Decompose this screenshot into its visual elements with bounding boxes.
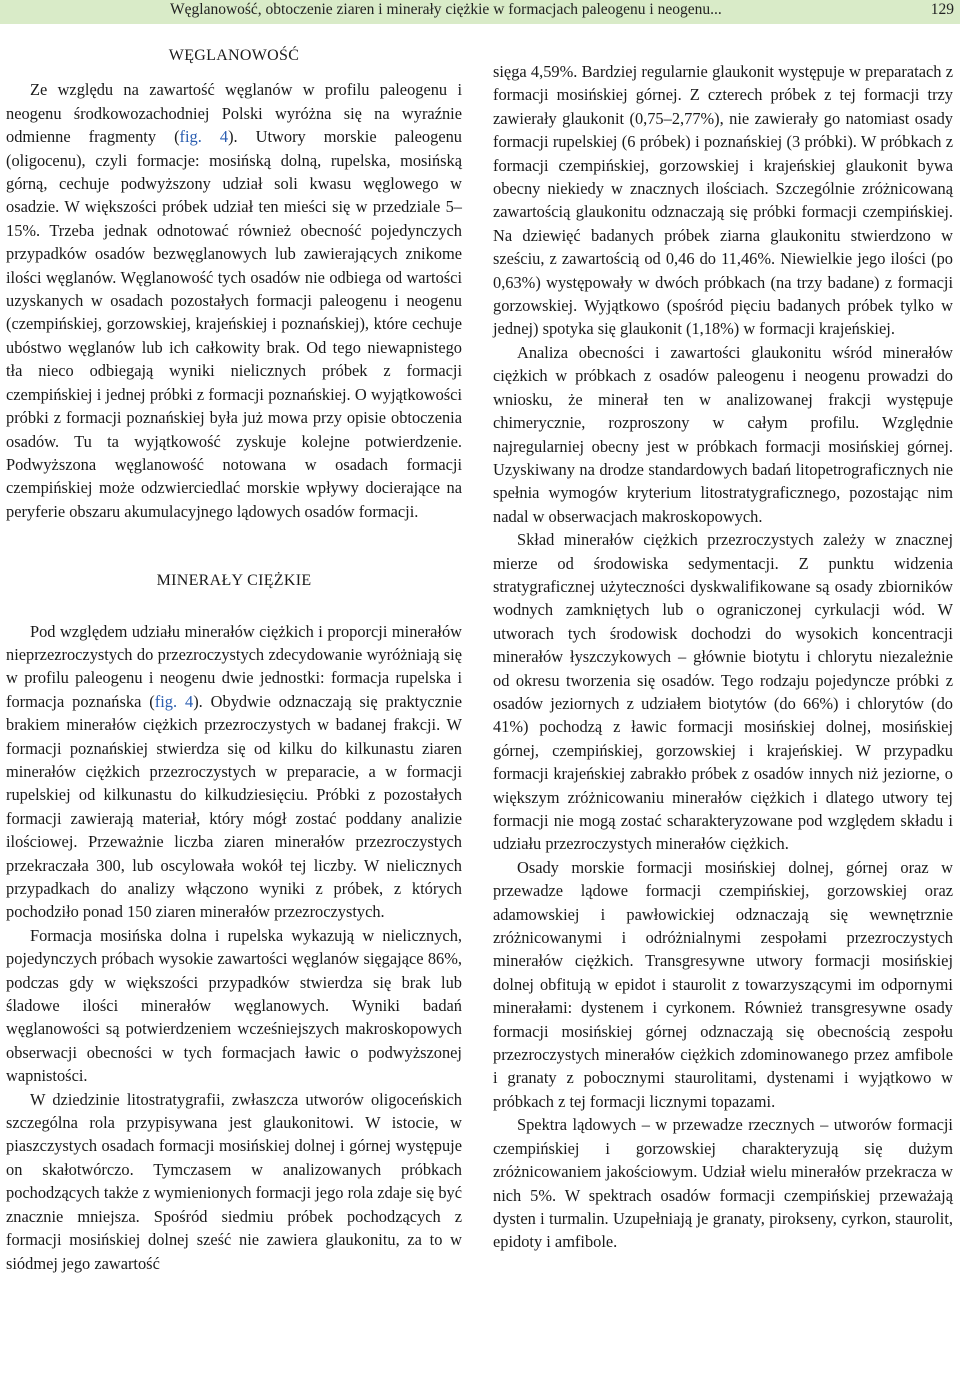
page-number: 129 xyxy=(930,1,954,18)
paragraph: W dziedzinie litostratygrafii, zwłaszcza utworów oligoceńskich szczególna rola przypisywana jest glaukonitowi. W istocie, w piaszczystych osadach formacji mosińskiej dolnej i górnej występuje on skałotwórczo. Tymczasem w analizowanych próbkach pochodzących także z wymienionych formacji jego rola zdaje się być znacznie mniejsza. Spośród siedmiu próbek pochodzących z formacji mosińskiej dolnej sześć nie zawiera glaukonitu, za to w siódmej jego zawartość xyxy=(6,1089,462,1273)
right-column xyxy=(493,60,953,1254)
figure-link[interactable]: fig. 4 xyxy=(179,127,229,147)
paragraph: sięga 4,59%. Bardziej regularnie glaukonit występuje w preparatach z formacji mosińskiej górnej. Z czterech próbek z tej formacji trzy zawierały glaukonit (0,75–2,77%), nie zawierały go natomiast osady formacji rupelskiej (6 próbek) i poznańskiej (3 próbki). W próbkach z formacji czempińskiej, gorzowskiej i krajeńskiej glaukonit bywa obecny niekiedy w znacznych ilościach. Szczególnie zróżnicowaną zawartością glaukonitu odznaczają się próbki formacji czempińskiej. Na dziewięć badanych próbek ziarna glaukonitu stwierdzono w sześciu, z zawartością od 0,46 do 11,46%. Niewielkie jego ilości (po 0,63%) występowały w dwóch próbkach (na trzy badane) z formacji gorzowskiej. Wyjątkowo (spośród pięciu badanych próbek tylko w jednej) spotyka się glaukonit (1,18%) w formacji krajeńskiej. xyxy=(493,62,953,339)
paragraph: Analiza obecności i zawartości glaukonitu wśród minerałów ciężkich w próbkach z osadów paleogenu i neogenu prowadzi do wniosku, że minerał ten w analizowanej frakcji występuje chimerycznie, rozproszony w całym profilu. Względnie najregularniej obecny jest w próbkach formacji mosińskiej górnej. Uzyskiwany na drodze standardowych badań litopetrograficznych nie spełnia wymogów kryterium litostratygraficznego, pozostając nim nadal w obserwacjach makroskopowych. xyxy=(493,342,953,526)
paragraph-text: Ze względu na zawartość węglanów w profilu paleogenu i neogenu środkowozachodniej Polski wyróżna się na wyraźnie odmienne fragmenty ( xyxy=(6,80,462,147)
paragraph xyxy=(6,620,462,924)
paragraph: Formacja mosińska dolna i rupelska wykazują w nielicznych, pojedynczych próbach wysokie zawartości węglanów sięgające 86%, podczas gdy w większości przypadków stwierdza się brak lub śladowe ilości minerałów węglanowych. Wyniki badań węglanowości są potwierdzeniem wcześniejszych makroskopowych obserwacji obecności w tych formacjach ławic o podwyższonej wapnistości. xyxy=(6,925,462,1086)
running-header-title: Węglanowość, obtoczenie ziaren i minerały ciężkie w formacjach paleogenu i neogenu... xyxy=(170,1,722,18)
section-heading-heavy-minerals: MINERAŁY CIĘŻKIE xyxy=(156,572,312,590)
paragraph: Osady morskie formacji mosińskiej dolnej, górnej oraz w przewadze lądowe formacji czempińskiej, gorzowskiej oraz adamowskiej i pawłowickiej odznaczają się wewnętrznie zróżnicowanymi i odróżnialnymi zespołami przezroczystych minerałów ciężkich. Transgresywne utwory formacji mosińskiej dolnej obfitują w epidot i staurolit z towarzyszącymi im odpornymi minerałami: dystenem i cyrkonem. Również transgresywne osady formacji mosińskiej górnej odznaczają się obecnością zespołu przezroczystych minerałów ciężkich zdominowanego przez amfibole i granaty z pobocznymi staurolitami, dystenami i wyjątkowo w próbkach z tej formacji licznymi topazami. xyxy=(493,857,953,1111)
paragraph-text: ). Obydwie odznaczają się praktycznie brakiem minerałów ciężkich przezroczystych w badanej frakcji. W formacji poznańskiej stwierdza się od kilku do kilkunastu ziaren minerałów ciężkich przezroczystych w preparacie, a w formacji rupelskiej od kilkunastu do kilkudziesięciu. Próbki z pozostałych formacji zawierają materiał, który mógł zostać poddany analizie ilościowej. Przeważnie liczba ziaren minerałów przezroczystych przekraczała 300, lub oscylowała wokół tej liczby. W nielicznych przypadkach do analizy włączono wyniki z próbek, z których pochodziło ponad 150 ziaren minerałów przezroczystych. xyxy=(6,691,462,922)
running-header xyxy=(0,0,960,24)
section-heading-carbonate: WĘGLANOWOŚĆ xyxy=(168,47,300,64)
paragraph-text: ). Utwory morskie paleogenu (oligocenu), czyli formacje: mosińską dolną, rupelska, mosińską górną, cechuje podwyższony udział soli kwasu węglowego w osadzie. W większości próbek udział ten mieści się w przedziale 5–15%. Trzeba jednak odnotować również obecność pojedynczych przypadków osadów bezwęglanowych lub zawierających znikome ilości węglanów. Węglanowość tych osadów nie odbiega od wartości uzyskanych w osadach pozostałych formacji paleogenu i neogenu (czempińskiej, gorzowskiej, krajeńskiej i poznańskiej), które cechuje ubóstwo węglanów lub ich całkowity brak. Od tego niewapnistego tła nieco odbiegają wyniki nielicznych próbek z formacji czempińskiej i jednej próbki z formacji poznańskiej. O wyjątkowości próbki z formacji poznańskiej była już mowa przy opisie obtoczenia osadów. Tu ta wyjątkowość zyskuje kolejne potwierdzenie. Podwyższona węglanowość notowana w osadach formacji czempińskiej może odzwierciedlać morskie wpływy docierające na peryferie obszaru akumulacyjnego lądowych osadów formacji. xyxy=(6,127,462,521)
figure-link[interactable]: fig. 4 xyxy=(154,691,194,711)
paragraph xyxy=(6,78,462,523)
paragraph: Skład minerałów ciężkich przezroczystych zależy w znacznej mierze od środowiska sedymentacji. Z punktu widzenia stratygraficznej użyteczności dyskwalifikowane są osady zbiorników wodnych zamkniętych lub o ograniczonej cyrkulacji wód. W utworach tych środowisk dochodzi do wysokich koncentracji minerałów łyszczykowych – głównie biotytu i chlorytu niezależnie od okresu tworzenia się osadów. Tego rodzaju pojedyncze próbki z osadów jeziornych z udziałem biotytów (do 66%) i chlorytów (do 41%) pochodzą z ławic formacji mosińskiej dolnej, mosińskiej górnej, czempińskiej, gorzowskiej i krajeńskiej. W przypadku formacji krajeńskiej zabrakło próbek z osadów innych niż jeziorne, o większym zróżnicowaniu minerałów ciężkich i dlatego utwory tej formacji nie mogą zostać scharakteryzowane pod względem składu i udziału przezroczystych minerałów ciężkich. xyxy=(493,530,953,854)
left-column xyxy=(6,40,462,1275)
paragraph: Spektra lądowych – w przewadze rzecznych – utworów formacji czempińskiej i gorzowskiej charakteryzują się dużym zróżnicowaniem jakościowym. Udział wielu minerałów przekracza w nich 5%. W spektrach osadów formacji czempińskiej przeważają dysten i turmalin. Uzupełniają je granaty, pirokseny, cyrkon, staurolit, epidoty i amfibole. xyxy=(493,1115,953,1252)
paragraph-text: Pod względem udziału minerałów ciężkich i proporcji minerałów nieprzezroczystych do przezroczystych zdecydowanie wyróżniają się w profilu paleogenu i neogenu dwie jednostki: formacja rupelska i formacja poznańska ( xyxy=(6,621,462,711)
